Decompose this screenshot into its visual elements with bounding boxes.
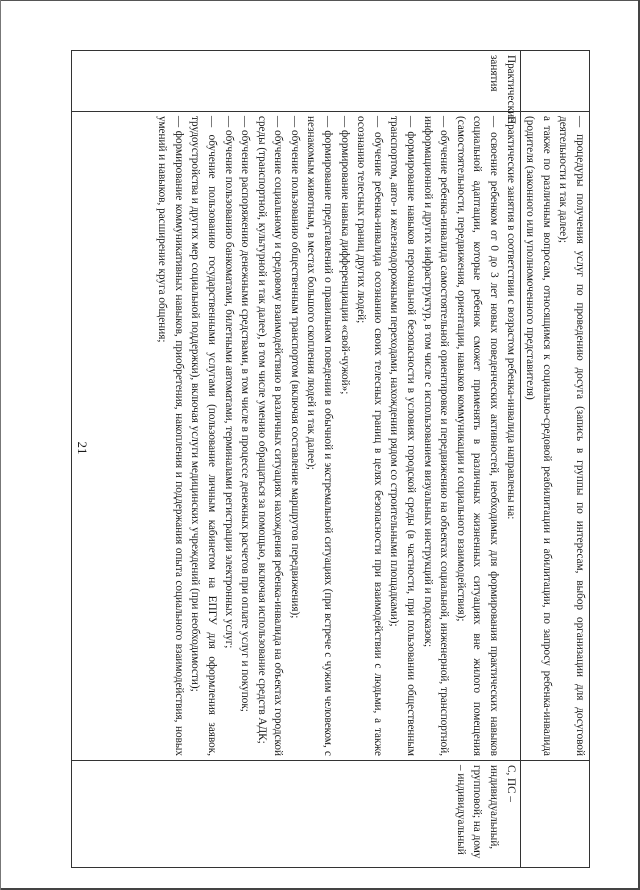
list-item: — обучение пользованию общественным транспортом (включая составление маршрутов передвижения); — [288, 116, 301, 619]
list-item: — формирование коммуникативных навыков, приобретения, накопления и поддержания опыта социального взаимодействия, новых умений и навыков, расширение круга общения; — [156, 116, 185, 756]
table-row-continued — [520, 51, 589, 868]
list-item: — формирование навыка дифференциации «свой-чужой»; — [338, 116, 351, 395]
cell-empty — [520, 761, 589, 868]
scan-border-top — [0, 0, 640, 1]
cell-continued-text — [520, 112, 589, 761]
cell-empty — [520, 51, 589, 112]
list-item: — обучение пользованию государственными услугами (пользование личным кабинетом на ЕПГУ для оформления заявок, трудоустройства и других мер социальной поддержки), включая услуги медицинских учреждений (при необходимости); — [189, 116, 218, 756]
cell-description — [71, 112, 520, 761]
scan-border-left — [0, 0, 1, 890]
intro-text: Практические занятия в соответствии с возрастом ребенка-инвалида направлены на: — [504, 116, 517, 520]
type-label: Практические занятия — [488, 55, 517, 123]
list-item: — обучение ребенка-инвалида осознанию своих телесных границ в целях безопасности при взаимодействии с людьми, а также осознанию телесных границ других людей; — [355, 116, 384, 756]
provider-text: С, ПС – индивидуальный, групповой; на дому – индивидуальный — [454, 765, 517, 859]
table-row-practical — [71, 51, 520, 868]
continued-line: — процедуры получения услуг по проведению досуга (запись в группы по интересам, выбор организации для досуговой деятельности и так далее); — [557, 116, 586, 756]
cell-type — [71, 51, 520, 123]
list-item: — обучение распоряжению денежными средствами, в том числе в процессе денежных расчетов при оплате услуг и покупок; — [239, 116, 252, 712]
rotated-document-page — [50, 50, 590, 859]
continued-line: а также по различным вопросам, относящимся к социально-средовой реабилитации и абилитации, по запросу ребенка-инвалида (родителя (законного или уполномоченного представителя) — [524, 116, 553, 756]
list-item: — обучение ребенка-инвалида самостоятельной ориентировке и передвижению на объектах социальной, инженерной, транспортной, информационной и других инфраструктур, в том числе с использованием визуальных инструкций и подсказок; — [421, 116, 451, 756]
list-item: — освоение ребенком от 0 до 3 лет новых поведенческих активностей, необходимых для формирования практических навыков социальной адаптации, которые ребенок сможет применять в различных жизненных ситуациях вне жилого помещения (самостоятельности, передвижения, ориентации, навыков коммуникации и социального взаимодействия); — [454, 116, 501, 756]
cell-provider — [71, 761, 520, 868]
list-item: — обучение социальному и средовому взаимодействию в различных ситуациях нахождения ребенка-инвалида на объектах городской среды (транспортной, культурной и так далее), в том числе умению обращаться за помощью, включая использование средств АДК; — [255, 116, 285, 756]
page-number: 21 — [75, 441, 90, 455]
list-item: — обучение пользованию банкоматами, билетными автоматами, терминалами регистрации электронных услуг; — [222, 116, 235, 649]
list-item: — формирование представлений о правильном поведении в обычной и экстремальной ситуациях (при встрече с чужим человеком, с незнакомым животным, в местах большого скопления людей и так далее); — [305, 116, 335, 756]
services-table — [71, 50, 590, 868]
list-item: — формирование навыков персональной безопасности в условиях городской среды (в частности, при пользовании общественным транспортом, авто- и железнодорожными переходами, нахождении рядом со строительными площадками); — [388, 116, 418, 756]
